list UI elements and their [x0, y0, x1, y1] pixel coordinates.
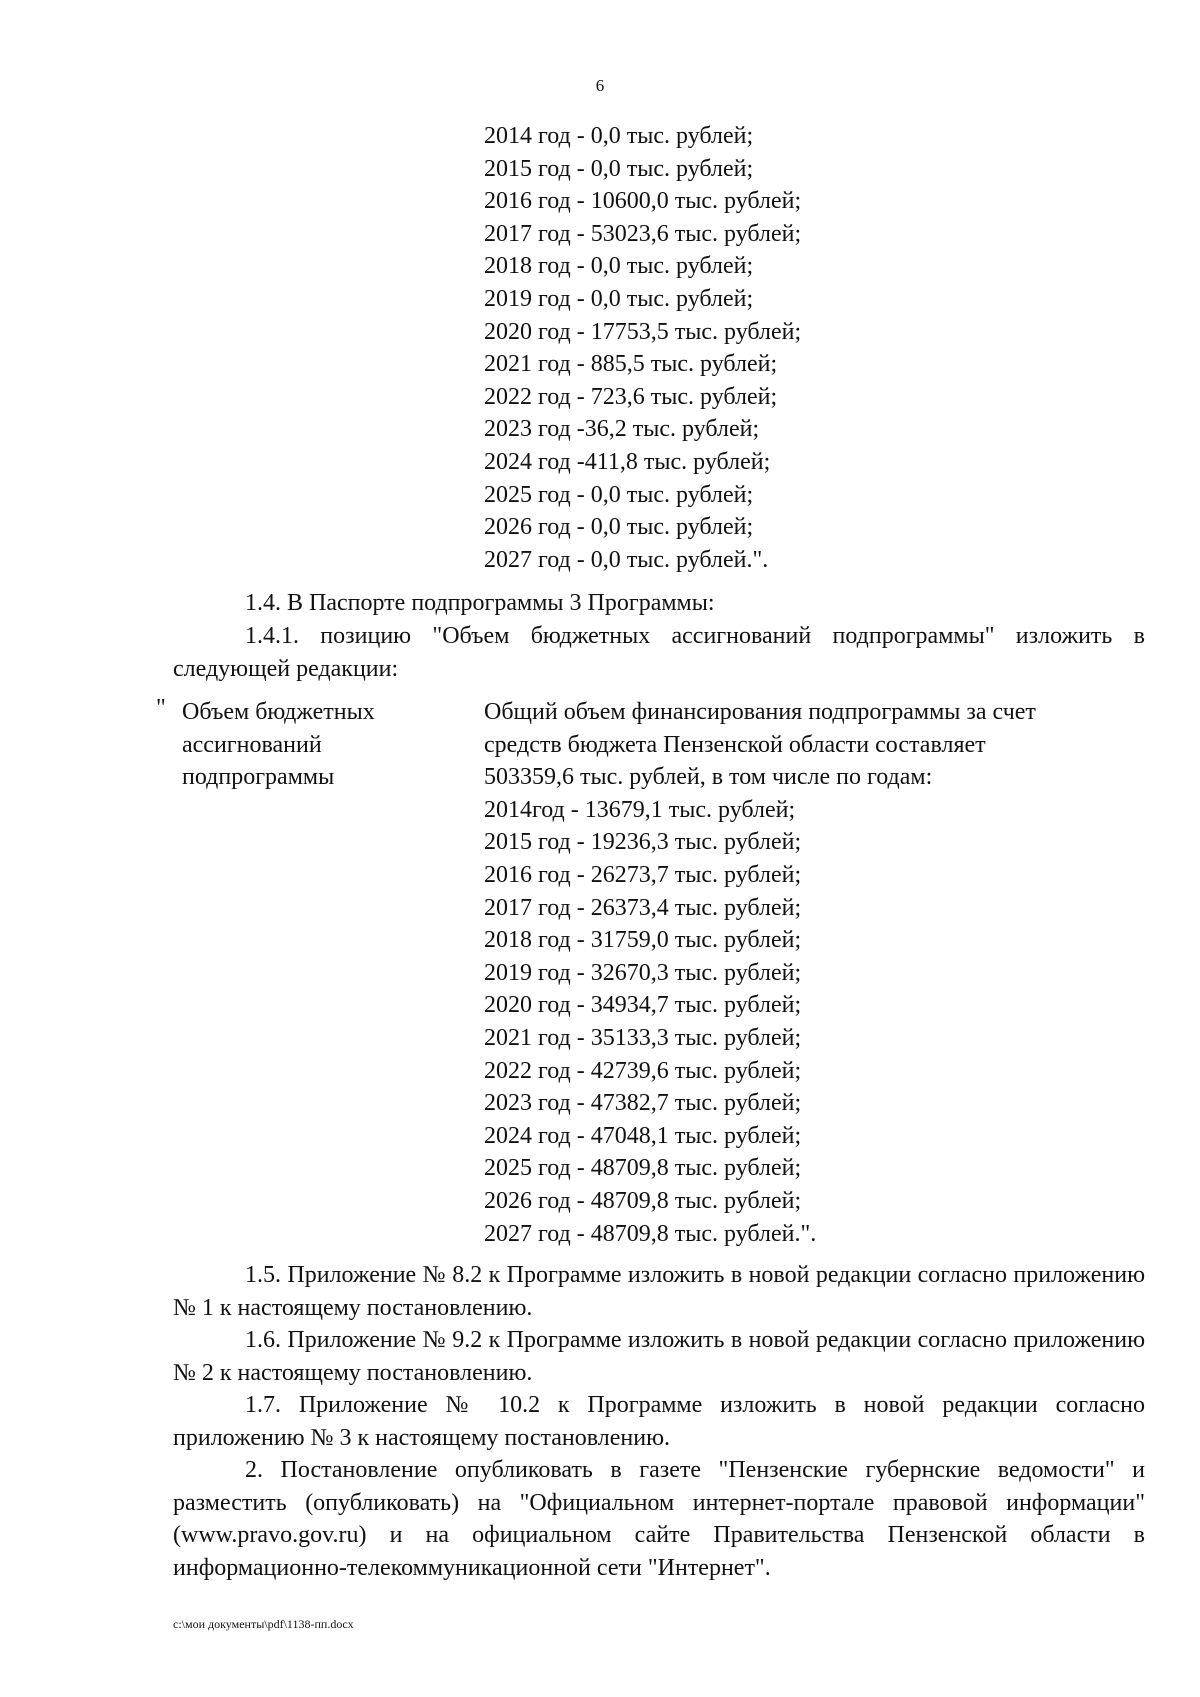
list-item: 2027 год - 48709,8 тыс. рублей.".	[484, 1220, 817, 1247]
list-item: 2018 год - 31759,0 тыс. рублей;	[484, 927, 802, 954]
footer-file-path: c:\мои документы\pdf\1138-пп.docx	[173, 1617, 354, 1631]
list-item: 2019 год - 32670,3 тыс. рублей;	[484, 959, 802, 986]
list-item: 2015 год - 19236,3 тыс. рублей;	[484, 829, 802, 856]
list-item: 2016 год - 26273,7 тыс. рублей;	[484, 861, 802, 888]
passport-intro-line: Общий объем финансирования подпрограммы за счет	[484, 699, 1036, 725]
list-item: 2014год - 13679,1 тыс. рублей;	[484, 796, 796, 823]
list-item: 2015 год - 0,0 тыс. рублей;	[484, 155, 754, 182]
list-item: 2018 год - 0,0 тыс. рублей;	[484, 253, 754, 280]
list-item: 2016 год - 10600,0 тыс. рублей;	[484, 188, 802, 215]
list-item: 2026 год - 0,0 тыс. рублей;	[484, 514, 754, 541]
list-item: 2023 год - 47382,7 тыс. рублей;	[484, 1090, 802, 1117]
paragraph-1-4-1: 1.4.1. позицию "Объем бюджетных ассигнований подпрограммы" изложить в следующей редакции:	[173, 623, 1145, 682]
list-item: 2025 год - 0,0 тыс. рублей;	[484, 481, 754, 508]
list-item: 2020 год - 17753,5 тыс. рублей;	[484, 318, 802, 345]
list-item: 2025 год - 48709,8 тыс. рублей;	[484, 1155, 802, 1182]
list-item: 2027 год - 0,0 тыс. рублей.".	[484, 546, 769, 573]
list-item: 2017 год - 53023,6 тыс. рублей;	[484, 220, 802, 247]
list-item: 2021 год - 885,5 тыс. рублей;	[484, 351, 778, 378]
list-item: 2021 год - 35133,3 тыс. рублей;	[484, 1024, 802, 1051]
list-item: 2014 год - 0,0 тыс. рублей;	[484, 123, 754, 149]
funding-by-year-list	[484, 120, 801, 576]
list-item: 2026 год - 48709,8 тыс. рублей;	[484, 1187, 802, 1214]
paragraph-1-7: 1.7. Приложение № 10.2 к Программе изложить в новой редакции согласно приложению № 3 к настоящему постановлению.	[173, 1392, 1145, 1451]
passport-label: Объем бюджетных ассигнований подпрограммы	[182, 699, 375, 791]
opening-quote: "	[156, 695, 166, 721]
list-item: 2022 год - 723,6 тыс. рублей;	[484, 383, 778, 410]
paragraph-1-4: 1.4. В Паспорте подпрограммы 3 Программы:	[245, 590, 715, 616]
list-item: 2022 год - 42739,6 тыс. рублей;	[484, 1057, 802, 1084]
list-item: 2024 год - 47048,1 тыс. рублей;	[484, 1122, 802, 1149]
page-number: 6	[595, 76, 605, 95]
paragraph-1-5: 1.5. Приложение № 8.2 к Программе изложить в новой редакции согласно приложению № 1 к настоящему постановлению.	[173, 1262, 1145, 1321]
list-item: 2017 год - 26373,4 тыс. рублей;	[484, 894, 802, 921]
passport-value	[484, 696, 1184, 1250]
list-item: 2020 год - 34934,7 тыс. рублей;	[484, 992, 802, 1019]
list-item: 2023 год -36,2 тыс. рублей;	[484, 416, 760, 443]
paragraph-2: 2. Постановление опубликовать в газете "Пензенские губернские ведомости" и разместить (опубликовать) на "Официальном интернет-портале правовой информации" (www.pravo.gov.ru) и на официальном сайте Правительства Пензенской области в информационно-телекоммуникационной сети "Интернет".	[173, 1457, 1145, 1581]
list-item: 2024 год -411,8 тыс. рублей;	[484, 448, 771, 475]
passport-intro-line: 503359,6 тыс. рублей, в том числе по годам:	[484, 764, 933, 791]
passport-intro-line: средств бюджета Пензенской области составляет	[484, 731, 986, 758]
list-item: 2019 год - 0,0 тыс. рублей;	[484, 285, 754, 312]
paragraph-1-6: 1.6. Приложение № 9.2 к Программе изложить в новой редакции согласно приложению № 2 к настоящему постановлению.	[173, 1327, 1145, 1386]
